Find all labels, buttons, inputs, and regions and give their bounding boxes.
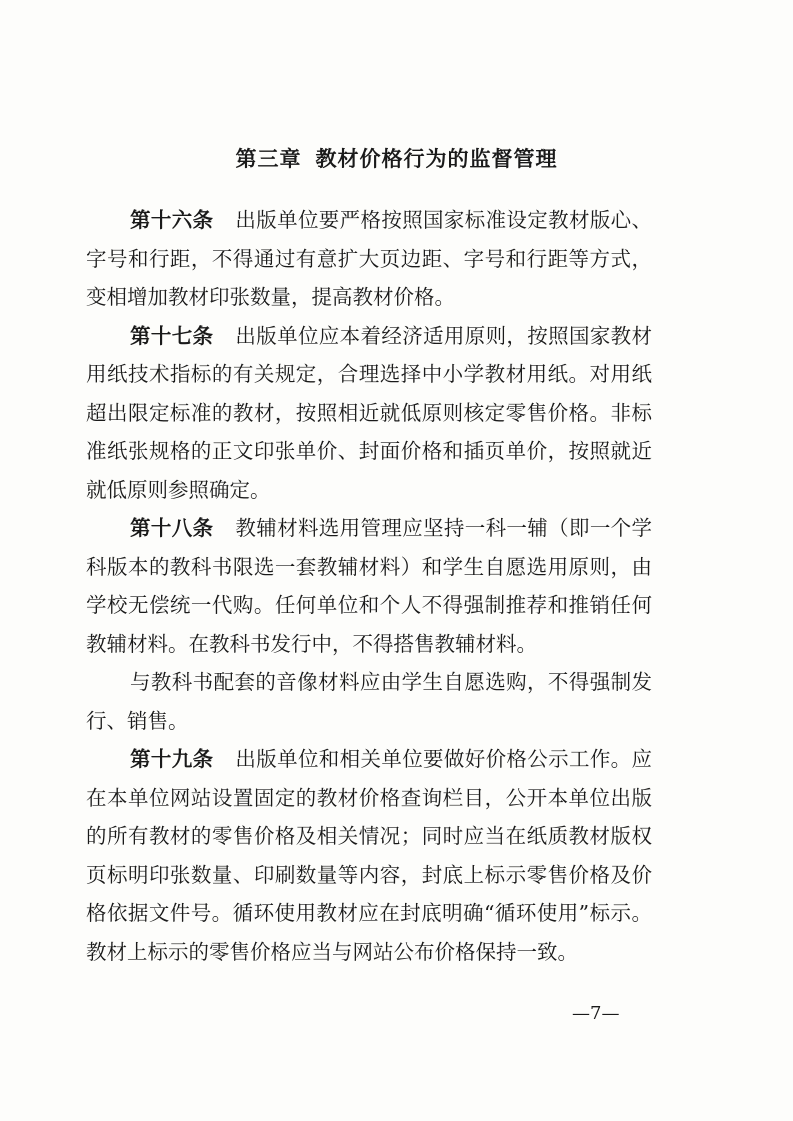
article-number: 第十八条 [130,516,214,540]
article-text: 出版单位和相关单位要做好价格公示工作。应在本单位网站设置固定的教材价格查询栏目，公开本单位出版的所有教材的零售价格及相关情况；同时应当在纸质教材版权页标明印张数量、印刷数量等内容，封底上标示零售价格及价格依据文件号。循环使用教材应在封底明确“循环使用”标示。教材上标示的零售价格应当与网站公布价格保持一致。 [86,747,653,964]
article-text: 教辅材料选用管理应坚持一科一辅（即一个学科版本的教科书限选一套教辅材料）和学生自愿选用原则，由学校无偿统一代购。任何单位和个人不得强制推荐和推销任何教辅材料。在教科书发行中，不得搭售教辅材料。 [86,516,653,656]
article-17-paragraph [86,317,652,510]
chapter-label: 第三章 [235,147,302,171]
article-text: 与教科书配套的音像材料应由学生自愿选购，不得强制发行、销售。 [86,670,652,733]
chapter-heading [0,143,793,173]
article-16-paragraph [86,201,652,317]
article-19-paragraph [86,740,652,971]
article-text: 出版单位应本着经济适用原则，按照国家教材用纸技术指标的有关规定，合理选择中小学教材用纸。对用纸超出限定标准的教材，按照相近就低原则核定零售价格。非标准纸张规格的正文印张单价、封面价格和插页单价，按照就近就低原则参照确定。 [86,323,653,502]
article-number: 第十九条 [130,747,214,771]
page-number: —7— [572,1003,620,1024]
article-number: 第十六条 [130,208,214,232]
article-text: 出版单位要严格按照国家标准设定教材版心、字号和行距，不得通过有意扩大页边距、字号和行距等方式，变相增加教材印张数量，提高教材价格。 [86,208,653,309]
article-18-continuation-paragraph [86,663,652,740]
article-number: 第十七条 [130,323,214,348]
chapter-title-text: 教材价格行为的监督管理 [315,147,558,171]
body-text [86,201,652,971]
article-18-paragraph [86,509,652,663]
